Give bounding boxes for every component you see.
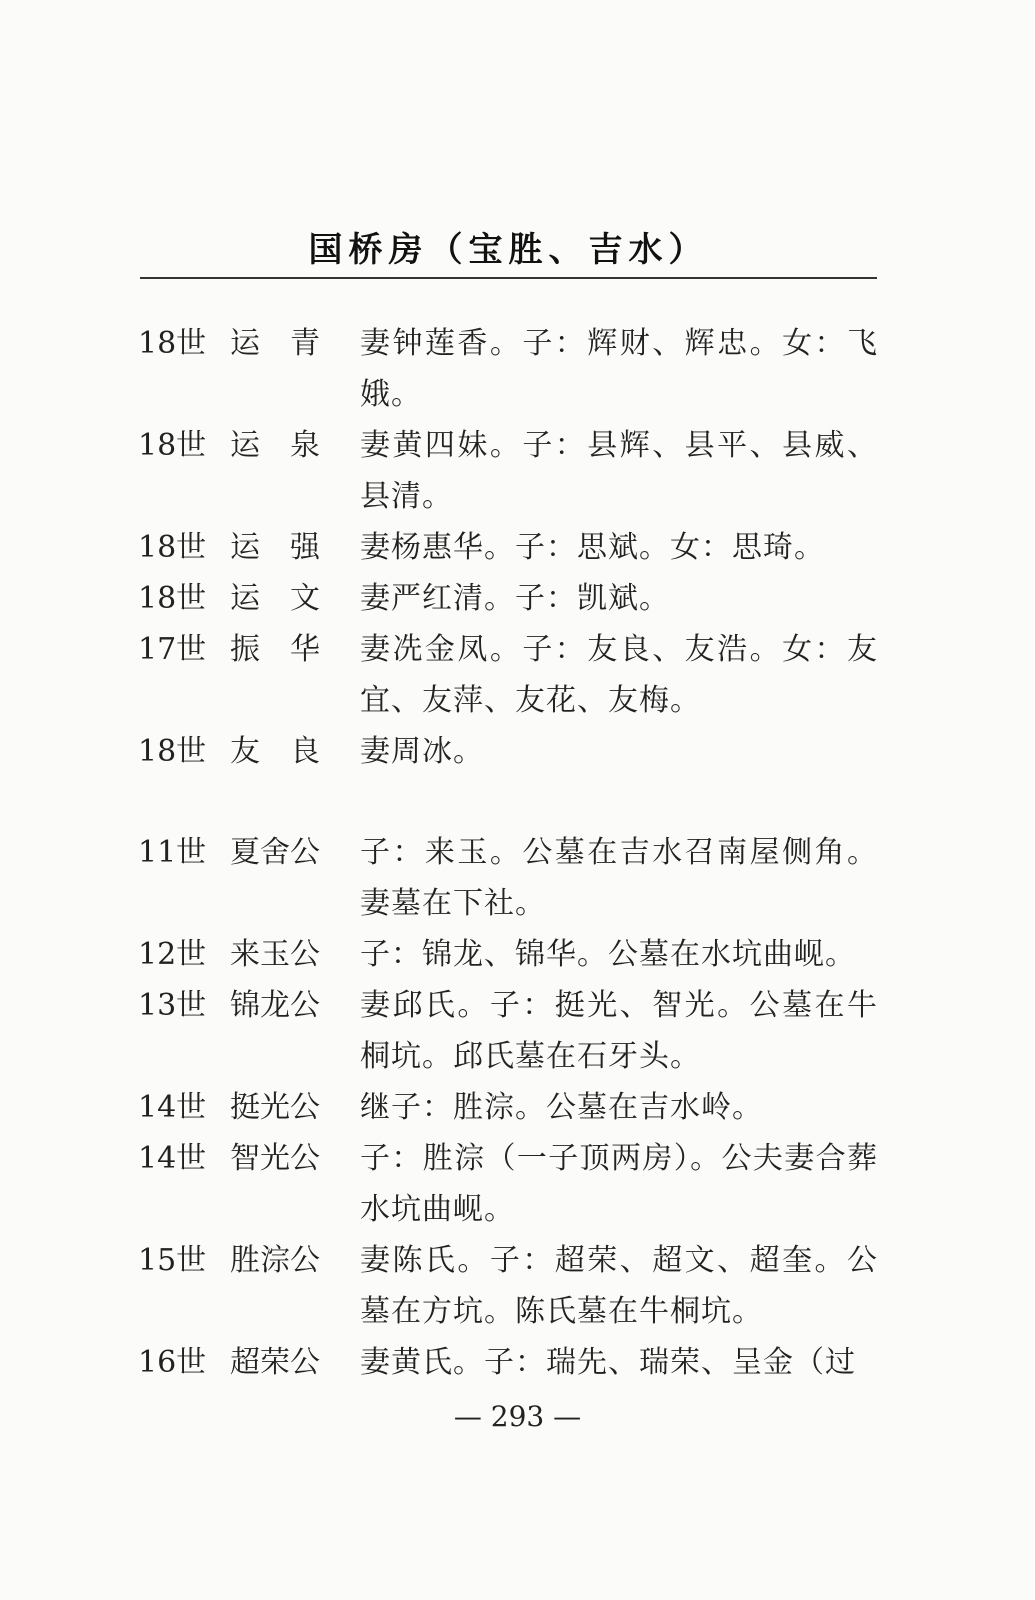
entry-description: 妻钟莲香。子：辉财、辉忠。女：飞娥。 — [360, 326, 878, 412]
person-name: 胜淙公 — [230, 1243, 320, 1278]
generation-label: 18世 — [138, 734, 207, 769]
entry-description: 子：锦龙、锦华。公墓在水坑曲岘。 — [360, 937, 856, 972]
entry-description: 妻邱氏。子：挺光、智光。公墓在牛桐坑。邱氏墓在石牙头。 — [360, 988, 878, 1074]
entry-description: 子：胜淙（一子顶两房）。公夫妻合葬水坑曲岘。 — [360, 1141, 878, 1227]
person-name-char: 泉 — [290, 428, 320, 463]
person-name-char: 文 — [290, 581, 320, 616]
person-name-char: 华 — [290, 632, 320, 667]
person-name: 挺光公 — [230, 1090, 320, 1125]
entry-description: 继子：胜淙。公墓在吉水岭。 — [360, 1090, 763, 1125]
genealogy-entry — [138, 522, 878, 573]
person-name-char: 运 — [230, 581, 260, 616]
person-name-char: 运 — [230, 428, 260, 463]
page-header-title: 国桥房（宝胜、吉水） — [308, 230, 709, 270]
genealogy-entry — [138, 624, 878, 726]
person-name: 来玉公 — [230, 937, 320, 972]
person-name-char: 振 — [230, 632, 260, 667]
person-name — [230, 573, 320, 624]
generation-label: 16世 — [138, 1345, 207, 1380]
genealogy-entry — [138, 980, 878, 1082]
genealogy-entry — [138, 318, 878, 420]
person-name: 超荣公 — [230, 1345, 320, 1380]
generation-label: 12世 — [138, 937, 207, 972]
generation-label: 14世 — [138, 1090, 207, 1125]
entry-description: 子：来玉。公墓在吉水召南屋侧角。妻墓在下社。 — [360, 835, 878, 921]
person-name — [230, 522, 320, 573]
person-name-char: 良 — [290, 734, 320, 769]
genealogy-entry — [138, 929, 878, 980]
generation-label: 15世 — [138, 1243, 207, 1278]
entry-description: 妻周冰。 — [360, 734, 484, 769]
entry-description: 妻黄四妹。子：县辉、县平、县威、县清。 — [360, 428, 878, 514]
person-name-char: 青 — [290, 326, 320, 361]
genealogy-entry — [138, 726, 878, 777]
generation-label: 17世 — [138, 632, 207, 667]
person-name — [230, 420, 320, 471]
entry-description: 妻冼金凤。子：友良、友浩。女：友宜、友萍、友花、友梅。 — [360, 632, 878, 718]
page-number: — 293 — — [453, 1400, 582, 1433]
entry-description: 妻严红清。子：凯斌。 — [360, 581, 670, 616]
genealogy-entry — [138, 1337, 878, 1388]
genealogy-entry — [138, 1235, 878, 1337]
genealogy-entry — [138, 420, 878, 522]
entry-description: 妻陈氏。子：超荣、超文、超奎。公墓在方坑。陈氏墓在牛桐坑。 — [360, 1243, 878, 1329]
person-name-char: 运 — [230, 326, 260, 361]
genealogy-entry — [138, 573, 878, 624]
entry-description: 妻黄氏。子：瑞先、瑞荣、呈金（过 — [360, 1345, 856, 1380]
person-name — [230, 726, 320, 777]
generation-label: 11世 — [138, 835, 207, 870]
genealogy-entry — [138, 1082, 878, 1133]
person-name-char: 友 — [230, 734, 260, 769]
person-name — [230, 624, 320, 675]
generation-label: 18世 — [138, 428, 207, 463]
person-name-char: 强 — [290, 530, 320, 565]
entry-description: 妻杨惠华。子：思斌。女：思琦。 — [360, 530, 825, 565]
genealogy-entry — [138, 1133, 878, 1235]
person-name-char: 运 — [230, 530, 260, 565]
generation-label: 18世 — [138, 530, 207, 565]
generation-label: 18世 — [138, 581, 207, 616]
generation-label: 14世 — [138, 1141, 207, 1176]
person-name: 智光公 — [230, 1141, 320, 1176]
person-name: 锦龙公 — [230, 988, 320, 1023]
header-rule — [140, 277, 877, 279]
person-name — [230, 318, 320, 369]
genealogy-entry-list — [138, 318, 878, 1388]
genealogy-entry — [138, 827, 878, 929]
generation-label: 13世 — [138, 988, 207, 1023]
generation-label: 18世 — [138, 326, 207, 361]
person-name: 夏舍公 — [230, 835, 320, 870]
